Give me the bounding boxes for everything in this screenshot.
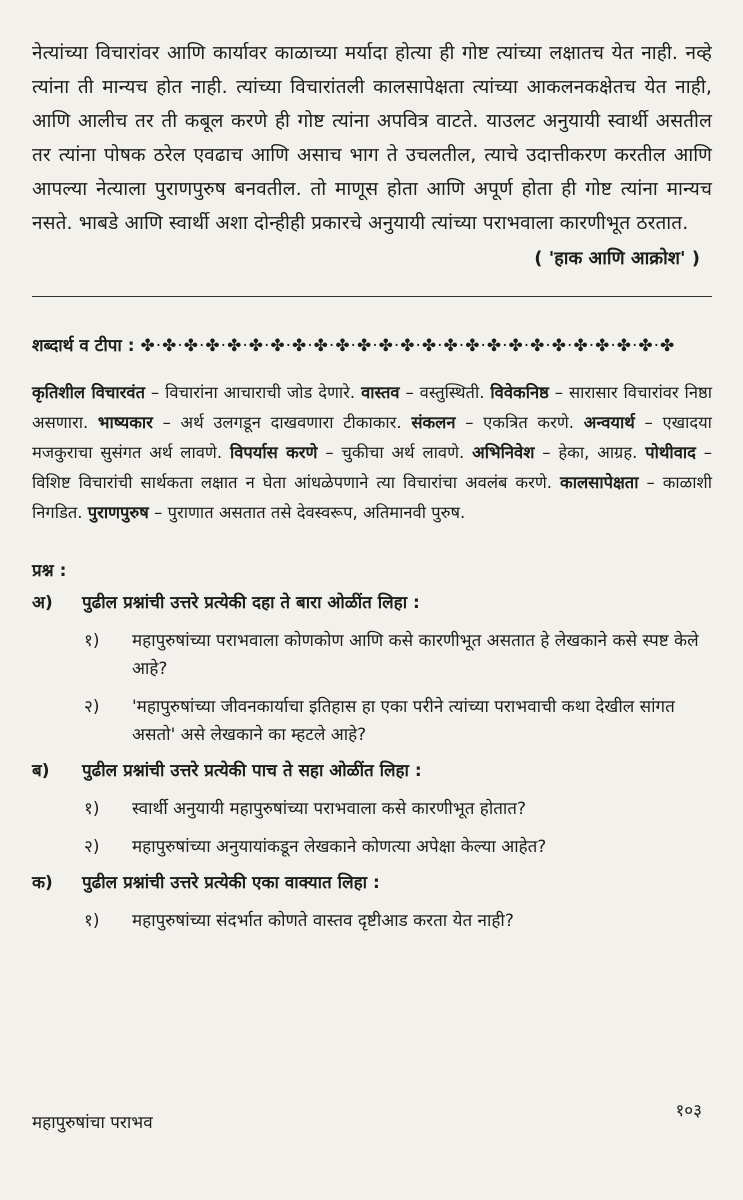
glossary-definition: चुकीचा अर्थ लावणे. [341,443,465,462]
passage-paragraph: नेत्यांच्या विचारांवर आणि कार्यावर काळाच्या मर्यादा होत्या ही गोष्ट त्यांच्या लक्षातच येत नाही. नव्हे त्यांना ती मान्यच होत नाही. त्यांच्या विचारांतली कालसापेक्षता त्यांच्या आकलनकक्षेतच येत नाही, आणि आलीच तर ती कबूल करणे ही गोष्ट त्यांना अपवित्र वाटते. याउलट अनुयायी स्वार्थी असतील तर त्यांना पोषक ठरेल एवढाच आणि असाच भाग ते उचलतील, त्याचे उदात्तीकरण करतील आणि आपल्या नेत्याला पुराणपुरुष बनवतील. तो माणूस होता आणि अपूर्ण होता ही गोष्ट त्यांना मान्यच नसते. भाबडे आणि स्वार्थी अशा दोन्हीही प्रकारचे अनुयायी त्यांच्या पराभवाला कारणीभूत ठरतात. [32,42,712,234]
ornament-border: ✤·✤·✤·✤·✤·✤·✤·✤·✤·✤·✤·✤·✤·✤·✤·✤·✤·✤·✤·✤·✤·✤·✤·✤·✤ [140,336,676,356]
question-item [84,907,712,935]
glossary-definition: अर्थ उलगडून दाखवणारा टीकाकार. [180,413,402,432]
section-heading [32,869,712,897]
question-text: स्वार्थी अनुयायी महापुरुषांच्या पराभवाला कसे कारणीभूत होतात? [132,799,527,819]
glossary-definition: विशिष्ट विचारांची सार्थकता लक्षात न घेता आंधळेपणाने त्या विचारांचा अवलंब करणे. [32,473,553,492]
glossary-definition: विचारांना आचाराची जोड देणारे. [165,383,356,402]
section-instruction: पुढील प्रश्नांची उत्तरे प्रत्येकी एका वाक्यात लिहा : [82,873,380,893]
glossary-term: संकलन [411,413,456,432]
glossary-definition: काळाशी निगडित. [32,473,712,522]
section-letter: ब) [32,761,50,781]
page-number: १०३ [675,1101,702,1121]
question-text: 'महापुरुषांच्या जीवनकार्याचा इतिहास हा एका परीने त्यांच्या पराभवाची कथा देखील सांगत असतो' असे लेखकाने का म्हटले आहे? [132,697,675,745]
glossary-block: कृतिशील विचारवंत – विचारांना आचाराची जोड देणारे. वास्तव – वस्तुस्थिती. विवेकनिष्ठ – सारासार विचारांवर निष्ठा असणारा. भाष्यकार – अर्थ उलगडून दाखवणारा टीकाकार. संकलन – एकत्रित करणे. अन्वयार्थ – एखादया मजकुराचा सुसंगत अर्थ लावणे. विपर्यास करणे – चुकीचा अर्थ लावणे. अभिनिवेश – हेका, आग्रह. पोथीवाद – विशिष्ट विचारांची सार्थकता लक्षात न घेता आंधळेपणाने त्या विचारांचा अवलंब करणे. कालसापेक्षता – काळाशी निगडित. पुराणपुरुष – पुराणात असतात तसे देवस्वरूप, अतिमानवी पुरुष. [32,383,713,522]
question-item [84,833,712,861]
question-section [32,589,712,749]
notes-heading [32,333,712,356]
section-instruction: पुढील प्रश्नांची उत्तरे प्रत्येकी पाच ते सहा ओळींत लिहा : [82,761,422,781]
glossary-definition: सारासार विचारांवर निष्ठा असणारा. [32,383,712,432]
glossary-definition: पुराणात असतात तसे देवस्वरूप, अतिमानवी पुरुष. [167,503,466,522]
passage-citation: ( 'हाक आणि आक्रोश' ) [534,248,700,269]
question-text: महापुरुषांच्या अनुयायांकडून लेखकाने कोणत्या अपेक्षा केल्या आहेत? [132,837,547,857]
question-number: २) [84,697,100,717]
question-text: महापुरुषांच्या पराभवाला कोणकोण आणि कसे कारणीभूत असतात हे लेखकाने कसे स्पष्ट केले आहे? [132,631,699,679]
questions-title: प्रश्न : [32,561,67,581]
glossary-term: विवेकनिष्ठ [490,383,549,402]
glossary-definition: वस्तुस्थिती. [419,383,485,402]
question-number: १) [84,911,100,931]
glossary-term: अभिनिवेश [472,443,535,462]
glossary-term: कालसापेक्षता [560,473,639,492]
question-text: महापुरुषांच्या संदर्भात कोणते वास्तव दृष्टीआड करता येत नाही? [132,911,514,931]
glossary-definition: हेका, आग्रह. [558,443,638,462]
section-heading [32,757,712,785]
glossary-term: पोथीवाद [645,443,696,462]
section-letter: अ) [32,593,53,613]
question-number: १) [84,631,100,651]
question-section [32,757,712,861]
section-letter: क) [32,873,53,893]
glossary-term: कृतिशील विचारवंत [32,383,145,402]
question-item [84,693,712,749]
glossary-term: विपर्यास करणे [229,443,318,462]
questions-block [32,558,712,935]
chapter-title: महापुरुषांचा पराभव [32,1113,153,1133]
page-body [32,36,712,935]
question-item [84,627,712,683]
glossary-term: वास्तव [361,383,400,402]
section-instruction: पुढील प्रश्नांची उत्तरे प्रत्येकी दहा ते बारा ओळींत लिहा : [82,593,420,613]
glossary-term: भाष्यकार [97,413,153,432]
glossary-definition: एखादया मजकुराचा सुसंगत अर्थ लावणे. [32,413,712,462]
section-divider [32,296,712,297]
glossary-term: पुराणपुरुष [87,503,149,522]
section-heading [32,589,712,617]
question-number: १) [84,799,100,819]
glossary-definition: एकत्रित करणे. [483,413,575,432]
question-number: २) [84,837,100,857]
glossary-term: अन्वयार्थ [583,413,635,432]
question-section [32,869,712,935]
question-item [84,795,712,823]
notes-heading-label: शब्दार्थ व टीपा : [32,336,135,356]
